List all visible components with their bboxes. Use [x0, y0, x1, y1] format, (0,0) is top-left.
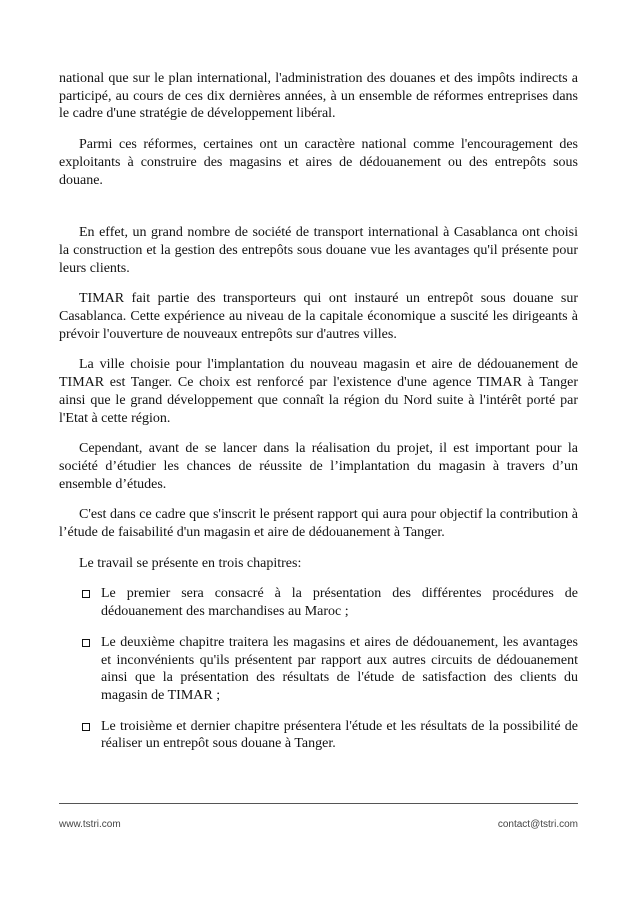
paragraph-chapters-intro: Le travail se présente en trois chapitres: — [79, 555, 302, 571]
paragraph-continuation: national que sur le plan international, l'administration des douanes et des impôts indirects a participé, au cours de ces dix dernières années, à un ensemble de réformes entreprises dans le cadre d'une stratégie de développement libéral. — [59, 71, 578, 122]
list-item — [59, 585, 578, 620]
square-bullet-icon — [82, 639, 90, 647]
document-body — [59, 70, 578, 753]
square-bullet-icon — [82, 723, 90, 731]
list-item — [59, 718, 578, 753]
list-item-text: Le deuxième chapitre traitera les magasins et aires de dédouanement, les avantages et inconvénients qu'ils présentent par rapport aux autres circuits de dédouanement ainsi que la présentation des résultats de l'étude de satisfaction des clients du magasin de TIMAR ; — [101, 634, 578, 703]
footer-email-link[interactable]: contact@tstri.com — [497, 819, 578, 830]
page-footer — [59, 803, 578, 830]
paragraph-casablanca: En effet, un grand nombre de société de transport international à Casablanca ont choisi la construction et la gestion des entrepôts sous douane vue les avantages qu'il présente pour leurs clients. — [59, 225, 578, 276]
paragraph-report-objective: C'est dans ce cadre que s'inscrit le présent rapport qui aura pour objectif la contribution à l’étude de faisabilité d'un magasin et aire de dédouanement à Tanger. — [59, 507, 578, 541]
paragraph-timar: TIMAR fait partie des transporteurs qui ont instauré un entrepôt sous douane sur Casablanca. Cette expérience au niveau de la capitale économique a suscité les dirigeants à prévoir l'ouverture de nouveaux entrepôts sur d'autres villes. — [59, 291, 578, 342]
paragraph-studies: Cependant, avant de se lancer dans la réalisation du projet, il est important pour la société d’étudier les chances de réussite de l’implantation du magasin à travers d’un ensemble d’études. — [59, 441, 578, 492]
list-item — [59, 634, 578, 705]
square-bullet-icon — [82, 590, 90, 598]
paragraph-reforms: Parmi ces réformes, certaines ont un caractère national comme l'encouragement des exploitants à construire des magasins et aires de dédouanement ou des entrepôts sous douane. — [59, 137, 578, 188]
footer-website-link[interactable]: www.tstri.com — [59, 819, 121, 830]
list-item-text: Le premier sera consacré à la présentation des différentes procédures de dédouanement des marchandises au Maroc ; — [101, 586, 578, 620]
chapters-list — [59, 585, 578, 753]
list-item-text: Le troisième et dernier chapitre présentera l'étude et les résultats de la possibilité de réaliser un entrepôt sous douane à Tanger. — [101, 718, 578, 752]
paragraph-tanger: La ville choisie pour l'implantation du nouveau magasin et aire de dédouanement de TIMAR est Tanger. Ce choix est renforcé par l'existence d'une agence TIMAR à Tanger ainsi que le grand développement que connaît la région du Nord suite à l'intérêt porté par l'Etat à cette région. — [59, 357, 578, 426]
